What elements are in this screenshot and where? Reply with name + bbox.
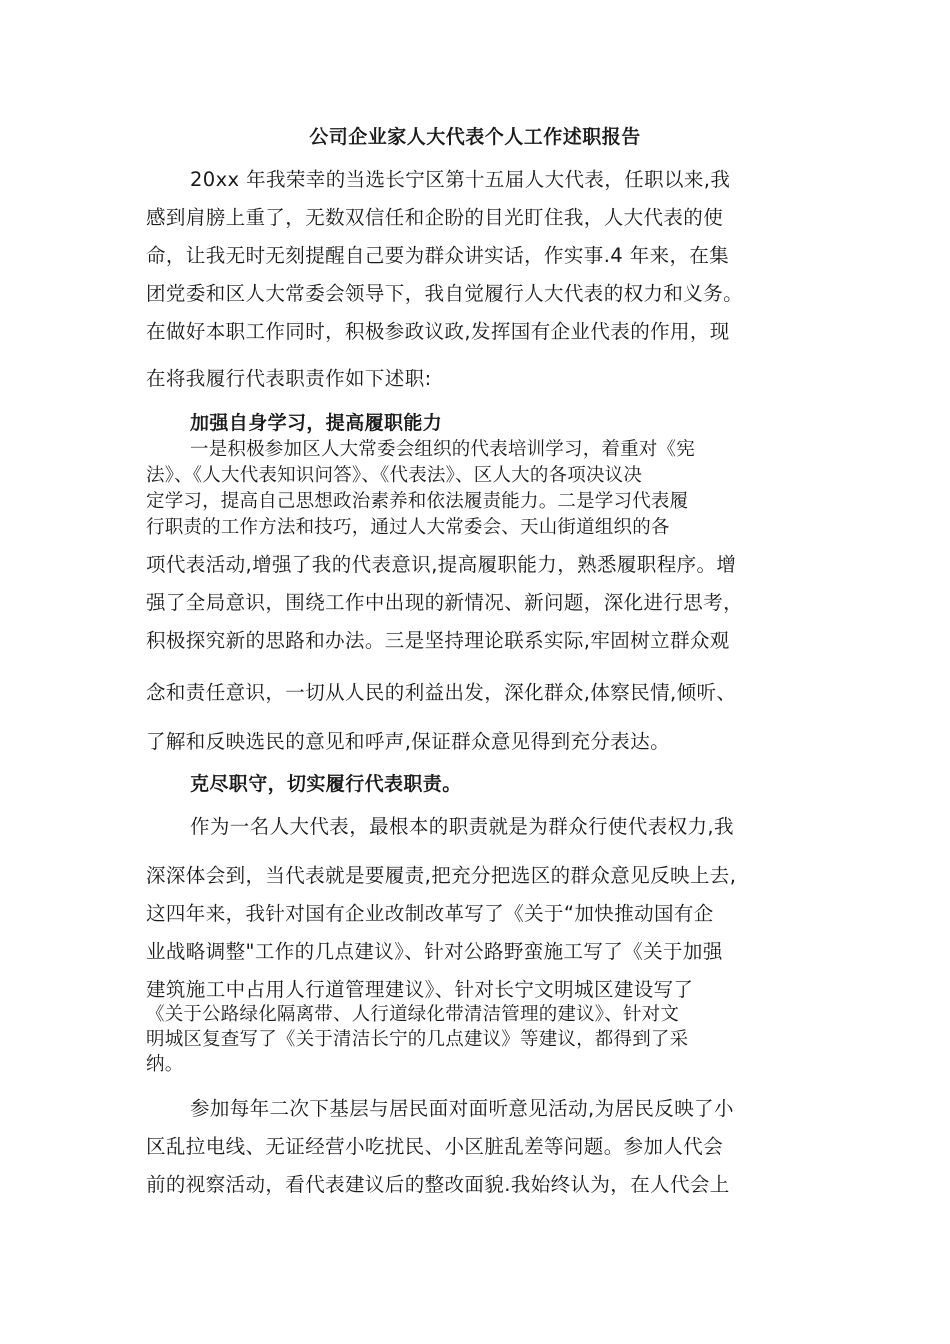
paragraph-line: 法》、《人大代表知识问答》、《代表法》、区人大的各项决议决 <box>146 465 643 486</box>
paragraph-line: 念和责任意识，一切从人民的利益出发，深化群众,体察民情,倾听、 <box>146 681 737 704</box>
paragraph-line: 了解和反映选民的意见和呼声,保证群众意见得到充分表达。 <box>146 730 670 753</box>
paragraph-line: 20xx 年我荣幸的当选长宁区第十五届人大代表，任职以来,我 <box>190 168 731 191</box>
paragraph-line: 在做好本职工作同时，积极参政议政,发挥国有企业代表的作用，现 <box>146 320 730 343</box>
paragraph-line: 一是积极参加区人大常委会组织的代表培训学习，着重对《宪 <box>190 439 695 460</box>
paragraph-line: 在将我履行代表职责作如下述职: <box>146 367 432 390</box>
paragraph-line: 业战略调整"工作的几点建议》、针对公路野蛮施工写了《关于加强 <box>146 940 723 963</box>
paragraph-line: 参加每年二次下基层与居民面对面听意见活动,为居民反映了小 <box>190 1097 734 1120</box>
paragraph-line: 明城区复查写了《关于清洁长宁的几点建议》等建议，都得到了采 <box>146 1029 689 1050</box>
paragraph-line: 行职责的工作方法和技巧，通过人大常委会、天山街道组织的各 <box>146 517 670 538</box>
paragraph-line: 团党委和区人大常委会领导下，我自觉履行人大代表的权力和义务。 <box>146 282 744 305</box>
paragraph-line: 深深体会到，当代表就是要履责,把充分把选区的群众意见反映上去, <box>146 864 737 887</box>
document-title: 公司企业家人大代表个人工作述职报告 <box>309 126 641 148</box>
paragraph-line: 定学习，提高自己思想政治素养和依法履责能力。二是学习代表履 <box>146 491 689 512</box>
section-heading: 加强自身学习，提高履职能力 <box>190 412 443 434</box>
paragraph-line: 这四年来，我针对国有企业改制改革写了《关于“加快推动国有企 <box>146 902 714 925</box>
paragraph-line: 纳。 <box>146 1054 184 1075</box>
paragraph-line: 积极探究新的思路和办法。三是坚持理论联系实际,牢固树立群众观 <box>146 629 730 652</box>
paragraph-line: 感到肩膀上重了，无数双信任和企盼的目光盯住我，人大代表的使 <box>146 206 724 229</box>
paragraph-line: 建筑施工中占用人行道管理建议》、针对长宁文明城区建设写了 <box>146 978 694 1001</box>
paragraph-line: 强了全局意识，围绕工作中出现的新情况、新问题，深化进行思考， <box>146 591 744 614</box>
paragraph-line: 项代表活动,增强了我的代表意识,提高履职能力，熟悉履职程序。增 <box>146 553 737 576</box>
paragraph-line: 命，让我无时无刻提醒自己要为群众讲实话，作实事.4 年来，在集 <box>146 244 730 267</box>
section-heading: 克尽职守，切实履行代表职责。 <box>190 773 462 795</box>
paragraph-line: 《关于公路绿化隔离带、人行道绿化带清洁管理的建议》、针对文 <box>146 1004 680 1025</box>
paragraph-line: 作为一名人大代表，最根本的职责就是为群众行使代表权力,我 <box>190 815 734 838</box>
paragraph-line: 区乱拉电线、无证经营小吃扰民、小区脏乱差等问题。参加人代会 <box>146 1135 724 1158</box>
paragraph-line: 前的视察活动，看代表建议后的整改面貌.我始终认为，在人代会上 <box>146 1173 730 1196</box>
